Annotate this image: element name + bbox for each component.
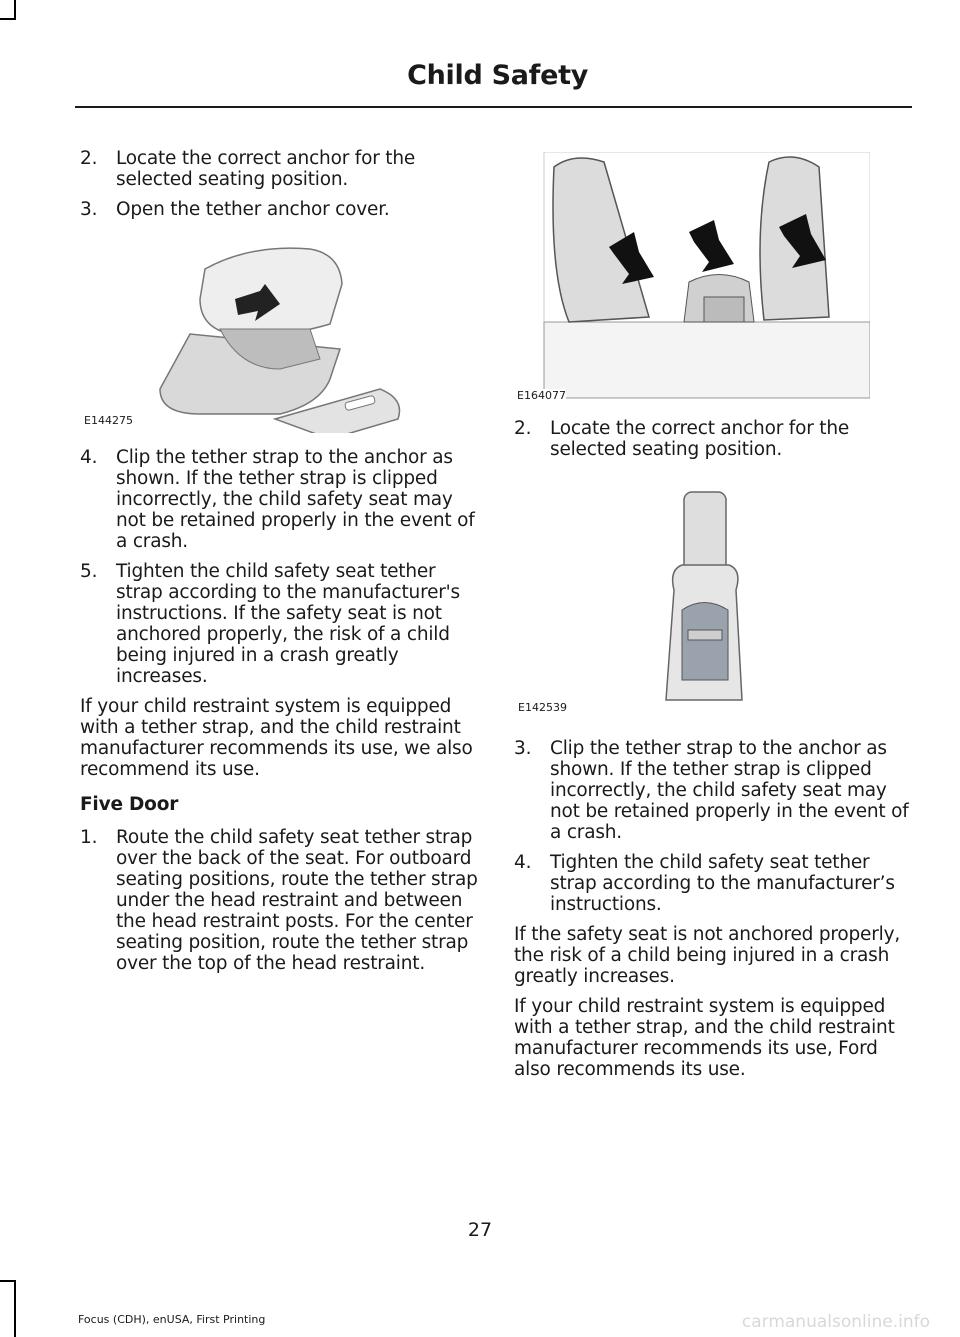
paragraph: If your child restraint system is equipped with a tether strap, and the child restraint manufacturer recommends its use, we also recommend its use. bbox=[80, 696, 473, 780]
crop-mark bbox=[0, 18, 16, 20]
subheading: Five Door bbox=[80, 794, 179, 815]
figure-code: E142539 bbox=[518, 701, 567, 714]
step-text: Route the child safety seat tether strap over the back of the seat. For outboard seating positions, route the tether strap under the head restraint and between the head restraint posts. For the center seating position, route the tether strap over the top of the head restraint. bbox=[116, 827, 478, 974]
list-item bbox=[80, 447, 478, 552]
step-number: 2. bbox=[514, 418, 532, 439]
step-number: 4. bbox=[80, 447, 98, 468]
footer-text: Focus (CDH), enUSA, First Printing bbox=[78, 1313, 266, 1326]
step-text: Clip the tether strap to the anchor as shown. If the tether strap is clipped incorrectly, the child safety seat may not be retained properly in the event of a crash. bbox=[116, 447, 475, 552]
list-item bbox=[514, 418, 910, 460]
step-number: 5. bbox=[80, 561, 98, 582]
left-column bbox=[80, 148, 478, 983]
figure-anchor-cover bbox=[80, 229, 478, 433]
rear-seats-illustration bbox=[514, 152, 870, 402]
list-item bbox=[80, 561, 478, 687]
tether-anchor-cover-illustration bbox=[80, 229, 478, 433]
step-text: Locate the correct anchor for the selected seating position. bbox=[116, 148, 416, 190]
step-text: Locate the correct anchor for the selected seating position. bbox=[550, 418, 850, 460]
page-number: 27 bbox=[467, 1219, 493, 1241]
page-title: Child Safety bbox=[407, 60, 588, 91]
paragraph: If the safety seat is not anchored properly, the risk of a child being injured in a crash greatly increases. bbox=[514, 924, 901, 987]
figure-code: E144275 bbox=[84, 414, 133, 427]
list-item bbox=[80, 148, 478, 190]
step-text: Open the tether anchor cover. bbox=[116, 199, 390, 220]
step-text: Tighten the child safety seat tether strap according to the manufacturer's instructions. If the safety seat is not anchored properly, the risk of a child being injured in a crash greatly increases. bbox=[116, 561, 460, 687]
step-number: 1. bbox=[80, 827, 98, 848]
list-item bbox=[80, 199, 478, 220]
crop-mark bbox=[14, 1280, 16, 1337]
list-item bbox=[514, 738, 910, 843]
figure-rear-seats bbox=[514, 152, 870, 402]
header-rule bbox=[75, 106, 912, 108]
paragraph: If your child restraint system is equipped with a tether strap, and the child restraint manufacturer recommends its use, Ford also recommends its use. bbox=[514, 996, 895, 1080]
right-column bbox=[514, 418, 910, 1089]
figure-anchor bbox=[514, 480, 910, 720]
step-number: 2. bbox=[80, 148, 98, 169]
step-text: Clip the tether strap to the anchor as shown. If the tether strap is clipped incorrectly, the child safety seat may not be retained properly in the event of a crash. bbox=[550, 738, 909, 843]
list-item bbox=[80, 827, 478, 974]
step-number: 4. bbox=[514, 852, 532, 873]
crop-mark bbox=[14, 0, 16, 20]
crop-mark bbox=[0, 1280, 16, 1282]
anchor-illustration bbox=[514, 480, 910, 720]
list-item bbox=[514, 852, 910, 915]
step-number: 3. bbox=[80, 199, 98, 220]
figure-code: E164077 bbox=[517, 389, 566, 402]
step-text: Tighten the child safety seat tether strap according to the manufacturer’s instructions. bbox=[550, 852, 895, 915]
watermark: carmanualsonline.info bbox=[741, 1312, 930, 1332]
step-number: 3. bbox=[514, 738, 532, 759]
